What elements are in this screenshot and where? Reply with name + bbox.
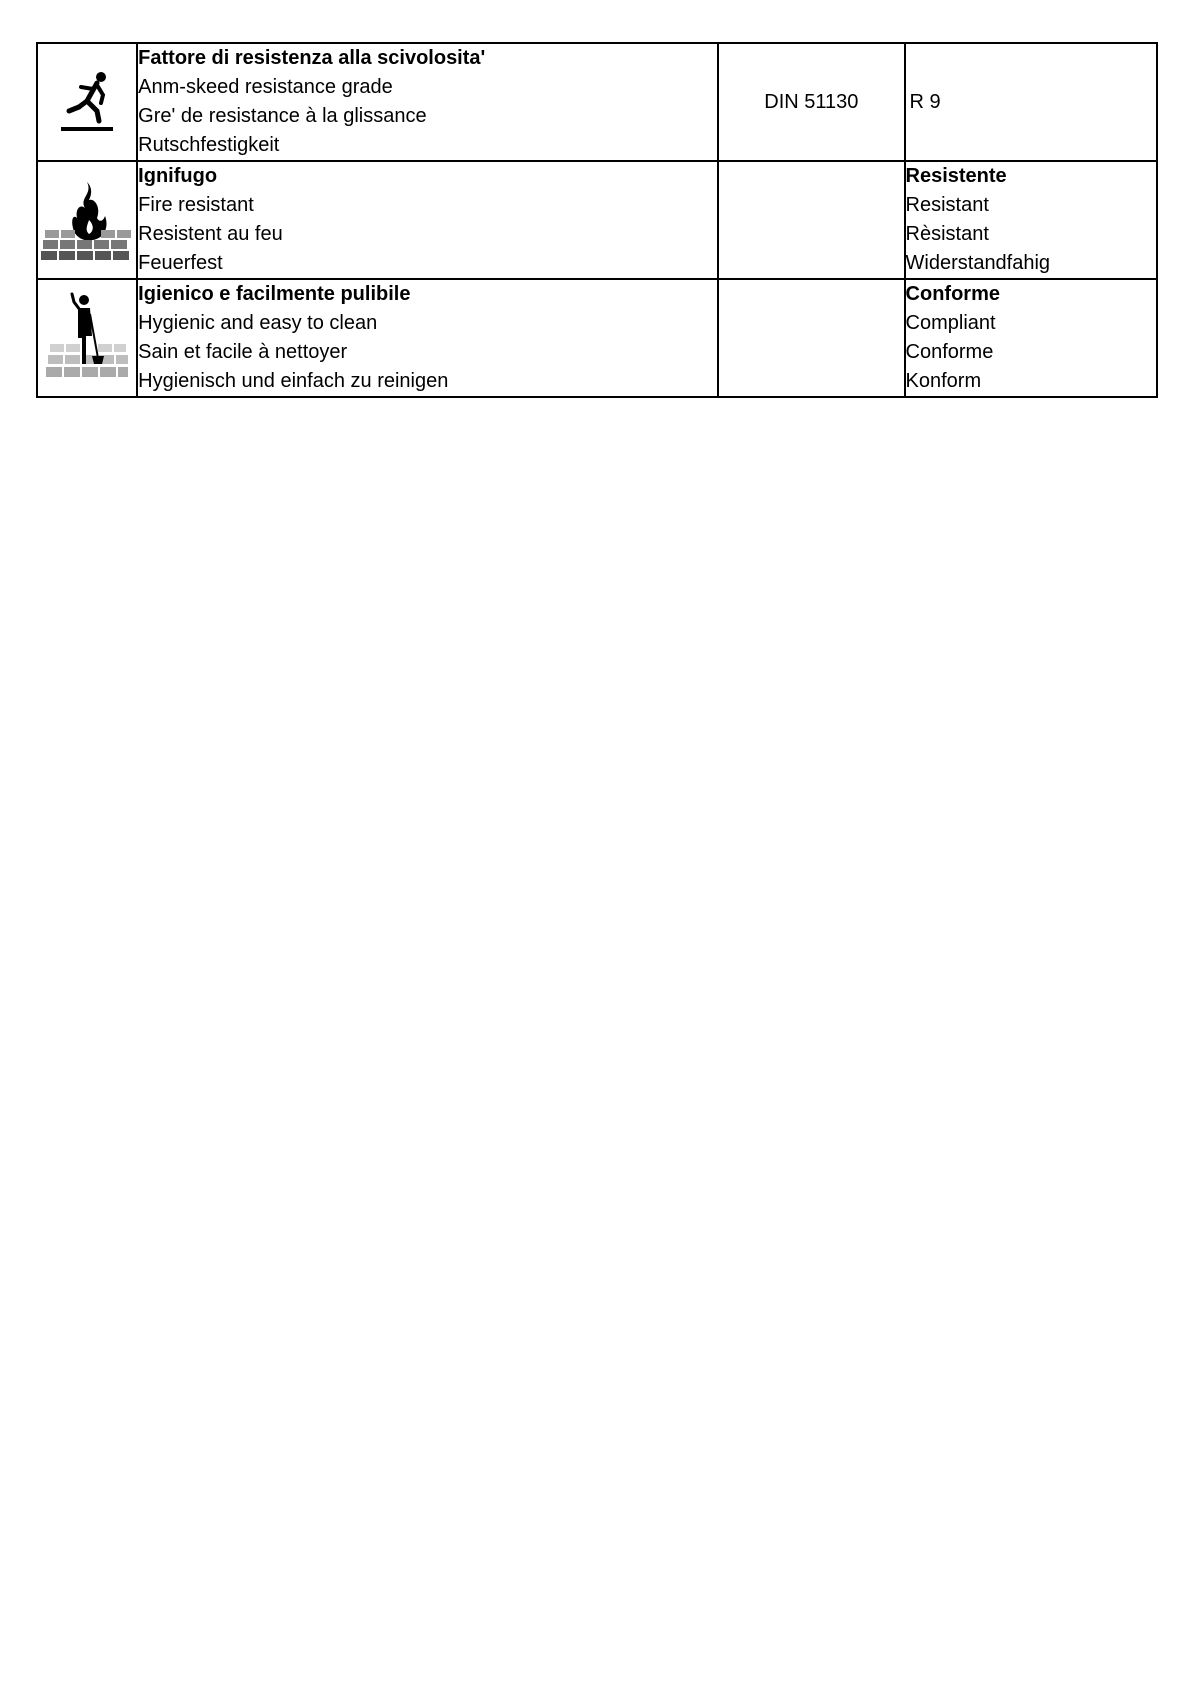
description-title: Fattore di resistenza alla scivolosita' [138,47,486,69]
icon-cell [37,161,137,279]
icon-cell [37,279,137,397]
description-title: Ignifugo [138,165,218,187]
description-de: Feuerfest [138,252,223,274]
value-cell [905,161,1157,279]
fire-on-tiles-icon [39,178,135,262]
description-en: Hygienic and easy to clean [138,312,378,334]
norm-cell [718,279,904,397]
value-title: Resistente [905,165,1007,187]
description-title: Igienico e facilmente pulibile [138,283,411,305]
description-cell [137,279,718,397]
value-de: Widerstandfahig [905,252,1051,274]
description-de: Rutschfestigkeit [138,134,280,156]
value-de: Konform [905,370,982,392]
description-fr: Sain et facile à nettoyer [138,341,348,363]
norm-cell [718,161,904,279]
properties-table [36,42,1158,398]
description-fr: Resistent au feu [138,223,283,245]
value-cell [905,279,1157,397]
person-cleaning-tiles-icon [42,288,132,388]
value-en: Resistant [905,194,989,216]
value-title: Conforme [905,283,1000,305]
value-en: Compliant [905,312,996,334]
slip-hazard-icon [57,67,117,137]
table-row [37,161,1157,279]
description-cell [137,43,718,161]
value-fr: Conforme [905,341,994,363]
description-en: Fire resistant [138,194,254,216]
norm-cell: DIN 51130 [718,43,904,161]
value-fr: Rèsistant [905,223,989,245]
value-cell: R 9 [905,43,1157,161]
table-row [37,279,1157,397]
description-fr: Gre' de resistance à la glissance [138,105,427,127]
icon-cell [37,43,137,161]
description-de: Hygienisch und einfach zu reinigen [138,370,449,392]
description-en: Anm-skeed resistance grade [138,76,393,98]
description-cell [137,161,718,279]
table-row [37,43,1157,161]
